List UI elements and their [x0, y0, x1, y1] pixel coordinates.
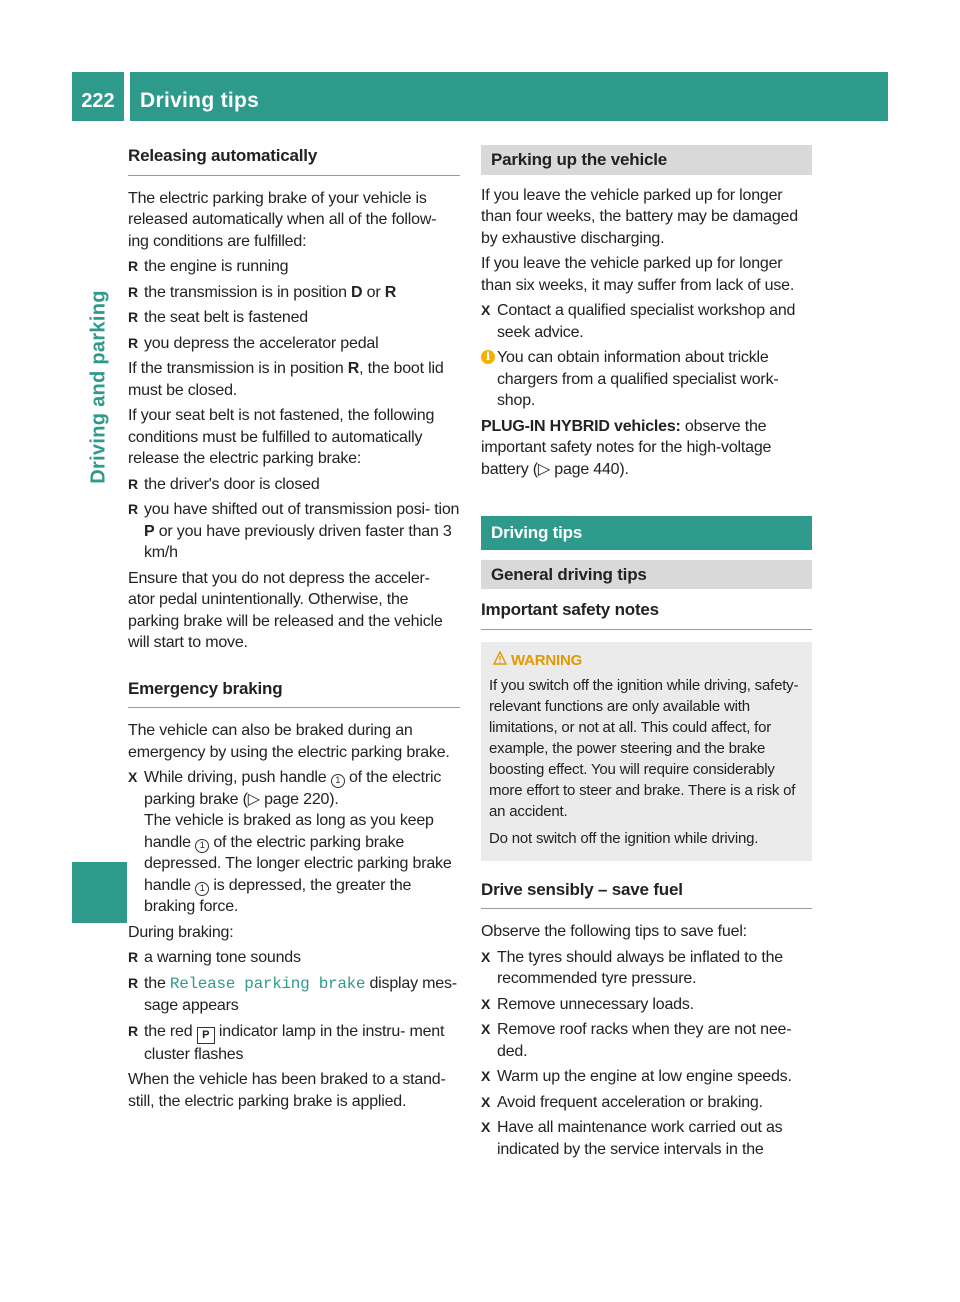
list-item: R a warning tone sounds	[128, 947, 460, 969]
releasing-conditions	[128, 256, 460, 354]
list-item: X Have all maintenance work carried out as indicated by the service intervals in the	[481, 1117, 812, 1160]
list-item: R the seat belt is fastened	[128, 307, 460, 329]
parking-brake-lamp-icon: P	[197, 1027, 215, 1044]
ensure-note: Ensure that you do not depress the acceler- ator pedal unintentionally. Otherwise, the parking brake will be released and the vehicle will start to move.	[128, 569, 443, 651]
list-item: X Warm up the engine at low engine speeds.	[481, 1066, 812, 1088]
releasing-intro: The electric parking brake of your vehicle is released automatically when all of the follow- ing conditions are fulfilled:	[128, 189, 437, 250]
standstill-note: When the vehicle has been braked to a stand- still, the electric parking brake is applied.	[128, 1071, 446, 1110]
releasing-heading: Releasing automatically	[128, 145, 460, 176]
emergency-steps	[128, 767, 460, 918]
handle-1-icon: 1	[195, 882, 209, 896]
left-column	[128, 145, 460, 1116]
save-fuel-intro: Observe the following tips to save fuel:	[481, 923, 747, 940]
save-fuel-steps	[481, 947, 812, 1161]
right-column	[481, 145, 812, 1164]
parking-heading: Parking up the vehicle	[481, 145, 812, 175]
page-ref-arrow-icon: ▷	[247, 790, 260, 808]
braking-effects	[128, 947, 460, 1065]
side-tab-marker	[72, 862, 127, 923]
info-icon: i	[481, 350, 495, 364]
list-item: X Contact a qualified specialist workshop and seek advice.	[481, 300, 812, 343]
parking-p1: If you leave the vehicle parked up for longer than four weeks, the battery may be damaged by exhaustive discharging.	[481, 186, 798, 247]
page-ref-arrow-icon: ▷	[537, 460, 550, 478]
list-item: X Remove unnecessary loads.	[481, 994, 812, 1016]
display-message: Release parking brake	[169, 974, 366, 993]
list-item: R the Release parking brake display mes- sage appears	[128, 973, 460, 1017]
boot-lid-note: If the transmission is in position R, the boot lid must be closed.	[128, 360, 444, 399]
section-side-tab	[84, 262, 114, 512]
header-divider	[124, 72, 130, 121]
list-item: X Avoid frequent acceleration or braking.	[481, 1092, 812, 1114]
list-item: R you depress the accelerator pedal	[128, 333, 460, 355]
handle-1-icon: 1	[195, 839, 209, 853]
warning-triangle-icon	[493, 651, 507, 665]
list-item: R you have shifted out of transmission posi- tion P or you have previously driven faster than 3 km/h	[128, 499, 460, 564]
list-item: X While driving, push handle 1 of the electric parking brake (▷ page 220). The vehicle is braked as long as you keep handle 1 of the electric parking brake depressed. The longer electric parking brake handle 1 is depressed, the greater the braking force.	[128, 767, 460, 918]
list-item: R the engine is running	[128, 256, 460, 278]
save-fuel-heading: Drive sensibly – save fuel	[481, 879, 812, 910]
safety-notes-heading: Important safety notes	[481, 599, 812, 630]
list-item: R the red P indicator lamp in the instru- ment cluster flashes	[128, 1021, 460, 1066]
parking-steps	[481, 300, 812, 343]
during-braking: During braking:	[128, 923, 234, 941]
list-item: X Remove roof racks when they are not nee- ded.	[481, 1019, 812, 1062]
info-note: i You can obtain information about trickle chargers from a qualified specialist work- shop.	[481, 347, 812, 412]
side-tab-label: Driving and parking	[87, 290, 110, 484]
list-item: R the transmission is in position D or R	[128, 282, 460, 304]
emergency-intro: The vehicle can also be braked during an emergency by using the electric parking brake.	[128, 722, 450, 761]
warning-title: WARNING	[489, 650, 804, 671]
warning-box	[481, 642, 812, 861]
warning-instruction: Do not switch off the ignition while driving.	[489, 829, 759, 847]
general-driving-tips-heading: General driving tips	[481, 560, 812, 590]
emergency-heading: Emergency braking	[128, 678, 460, 709]
seatbelt-note: If your seat belt is not fastened, the following conditions must be fulfilled to automatically release the electric parking brake:	[128, 407, 435, 467]
list-item: R the driver's door is closed	[128, 474, 460, 496]
page-number: 222	[81, 90, 115, 112]
list-item: X The tyres should always be inflated to the recommended tyre pressure.	[481, 947, 812, 990]
driving-tips-heading: Driving tips	[481, 516, 812, 550]
handle-1-icon: 1	[331, 774, 345, 788]
parking-p2: If you leave the vehicle parked up for longer than six weeks, it may suffer from lack of use.	[481, 255, 795, 294]
page-title: Driving tips	[140, 89, 260, 112]
seatbelt-conditions	[128, 474, 460, 564]
page-header	[72, 72, 888, 121]
plugin-hybrid-note: PLUG-IN HYBRID vehicles: observe the important safety notes for the high-voltage battery (▷ page 440).	[481, 417, 772, 478]
warning-text: If you switch off the ignition while driving, safety-relevant functions are only available with limitations, or not at all. This could affect, for example, the power steering and the brake boosting effect. You will require considerably more effort to steer and brake. There is a risk of an accident.	[489, 676, 799, 820]
